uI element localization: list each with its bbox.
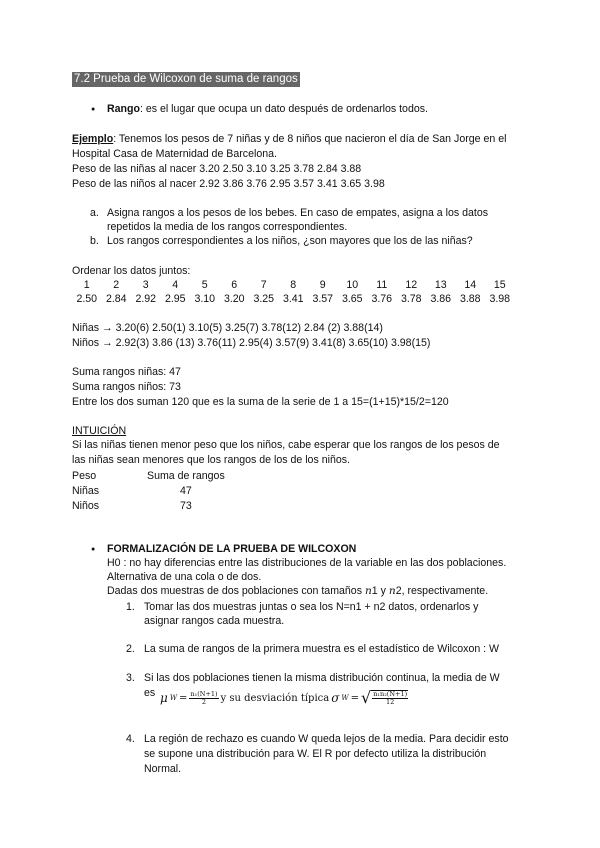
step-4-line3: Normal.	[144, 763, 182, 775]
step-1-marker: 1.	[126, 601, 135, 613]
rank-cell: 13	[434, 279, 447, 291]
n-symbol: n	[388, 585, 396, 597]
mean-fraction	[189, 691, 218, 706]
n-symbol: n	[364, 585, 372, 597]
table-cell: 47	[180, 485, 192, 497]
section-title: 7.2 Prueba de Wilcoxon de suma de rangos	[74, 73, 298, 85]
ranks-row	[72, 278, 515, 293]
rank-cell: 15	[493, 279, 506, 291]
ejemplo-text: : Tenemos los pesos de 7 niñas y de 8 niños que nacieron el día de San Jorge en el	[113, 133, 507, 145]
value-cell: 3.76	[371, 293, 393, 305]
values-row	[72, 292, 515, 307]
task-b-marker: b.	[90, 235, 99, 247]
ejemplo-line2: Hospital Casa de Maternidad de Barcelona.	[72, 148, 277, 160]
subscript: 1	[371, 585, 378, 597]
step-3-line2: es	[144, 687, 156, 699]
rank-cell: 11	[376, 279, 388, 291]
sigma-subscript: W	[341, 693, 349, 702]
value-cell: 2.50	[76, 293, 98, 305]
pesos-ninas: Peso de las niñas al nacer 3.20 2.50 3.10 3.25 3.78 2.84 3.88	[72, 163, 362, 175]
value-cell: 3.10	[194, 293, 216, 305]
rank-cell: 8	[290, 279, 297, 291]
step-2-line1: La suma de rangos de la primera muestra es el estadístico de Wilcoxon : W	[144, 643, 500, 655]
table-cell: 73	[180, 500, 192, 512]
rank-cell: 1	[83, 279, 90, 291]
table-cell: Niños	[72, 500, 100, 512]
muestras-line	[107, 584, 488, 599]
value-cell: 3.25	[253, 293, 275, 305]
rango-text: : es el lugar que ocupa un dato después de ordenarlos todos.	[139, 103, 428, 115]
sd-denominator: 12	[386, 698, 395, 706]
rank-cell: 5	[201, 279, 208, 291]
step-3-marker: 3.	[126, 672, 135, 684]
intuicion-line1: Si las niñas tienen menor peso que los niños, cabe esperar que los rangos de los pesos de	[72, 439, 500, 451]
formula	[160, 690, 408, 706]
table-cell: Niñas	[72, 485, 100, 497]
h0-line1: H0 : no hay diferencias entre las distribuciones de la variable en las dos poblaciones.	[107, 557, 507, 569]
asignacion-ninas: Niñas → 3.20(6) 2.50(1) 3.10(5) 3.25(7) 3.78(12) 2.84 (2) 3.88(14)	[72, 322, 383, 334]
sqrt-expression	[361, 690, 408, 706]
rank-cell: 10	[346, 279, 359, 291]
rank-cell: 7	[260, 279, 267, 291]
rank-cell: 4	[172, 279, 179, 291]
table-header-peso: Peso	[72, 470, 97, 482]
pesos-ninos: Peso de las niños al nacer 2.92 3.86 3.76 2.95 3.57 3.41 3.65 3.98	[72, 178, 385, 190]
value-cell: 3.78	[400, 293, 422, 305]
rank-cell: 2	[113, 279, 120, 291]
rango-term: Rango	[107, 103, 140, 115]
rank-cell: 14	[464, 279, 477, 291]
mu-subscript: W	[169, 693, 178, 702]
value-cell: 2.84	[105, 293, 127, 305]
y-text: y	[377, 585, 389, 597]
rank-cell: 6	[231, 279, 238, 291]
intuicion-label: INTUICIÓN	[72, 425, 127, 437]
h0-line2: Alternativa de una cola o de dos.	[107, 571, 262, 583]
suma-total: Entre los dos suman 120 que es la suma de la serie de 1 a 15=(1+15)*15/2=120	[72, 396, 449, 408]
value-cell: 3.86	[430, 293, 452, 305]
value-cell: 3.20	[223, 293, 245, 305]
sqrt-icon: √	[361, 688, 372, 707]
mu-symbol: μ	[160, 690, 168, 705]
mean-denominator: 2	[201, 697, 207, 706]
equals: =	[179, 692, 188, 704]
suma-ninos: Suma rangos niños: 73	[72, 381, 181, 393]
step-4-line2: se supone una distribución para W. El R por defecto utiliza la distribución	[144, 748, 487, 760]
step-3-line1: Si las dos poblaciones tienen la misma distribución continua, la media de W	[144, 672, 500, 684]
task-b-line1: Los rangos correspondientes a los niños, ¿son mayores que los de las niñas?	[107, 235, 473, 247]
rango-definition	[107, 102, 428, 117]
step-4-marker: 4.	[126, 733, 135, 745]
ejemplo-line1	[72, 132, 506, 147]
step-1-line1: Tomar las dos muestras juntas o sea los N=n1 + n2 datos, ordenarlos y	[144, 601, 479, 613]
value-cell: 3.65	[341, 293, 363, 305]
value-cell: 3.41	[282, 293, 304, 305]
rank-cell: 12	[405, 279, 418, 291]
mean-numerator: n₁(N+1)	[190, 689, 218, 698]
value-cell: 3.57	[312, 293, 334, 305]
sd-fraction	[371, 690, 408, 706]
suma-ninas: Suma rangos niñas: 47	[72, 366, 181, 378]
step-1-line2: asignar rangos cada muestra.	[144, 615, 285, 627]
rank-cell: 9	[319, 279, 326, 291]
step-2-marker: 2.	[126, 643, 135, 655]
value-cell: 3.88	[459, 293, 481, 305]
ejemplo-label: Ejemplo	[72, 133, 114, 145]
intuicion-line2: las niñas sean menores que los rangos de los de los niños.	[72, 454, 350, 466]
asignacion-ninos: Niños → 2.92(3) 3.86 (13) 3.76(11) 2.95(4) 3.57(9) 3.41(8) 3.65(10) 3.98(15)	[72, 337, 431, 349]
rank-cell: 3	[142, 279, 149, 291]
value-cell: 2.92	[135, 293, 157, 305]
step-4-line1: La región de rechazo es cuando W queda lejos de la media. Para decidir esto	[144, 733, 509, 745]
task-a-line1: Asigna rangos a los pesos de los bebes. En caso de empates, asigna a los datos	[107, 207, 489, 219]
formalizacion-heading: ● FORMALIZACIÓN DE LA PRUEBA DE WILCOXON	[107, 542, 356, 557]
muestras-text: Dadas dos muestras de dos poblaciones con tamaños	[107, 585, 365, 597]
table-header-suma: Suma de rangos	[147, 470, 225, 482]
formula-mid-text: y su desviación típica	[220, 692, 330, 704]
task-a-marker: a.	[90, 207, 99, 219]
subscript: 2, respectivamente.	[395, 585, 489, 597]
value-cell: 3.98	[489, 293, 511, 305]
ordenar-label: Ordenar los datos juntos:	[72, 265, 191, 277]
sigma-symbol: σ	[331, 690, 340, 705]
value-cell: 2.95	[164, 293, 186, 305]
task-a-line2: repetidos la media de los rangos correspondientes.	[107, 221, 348, 233]
equals: =	[350, 692, 360, 704]
sd-numerator: n₁n₂(N+1)	[373, 690, 408, 698]
